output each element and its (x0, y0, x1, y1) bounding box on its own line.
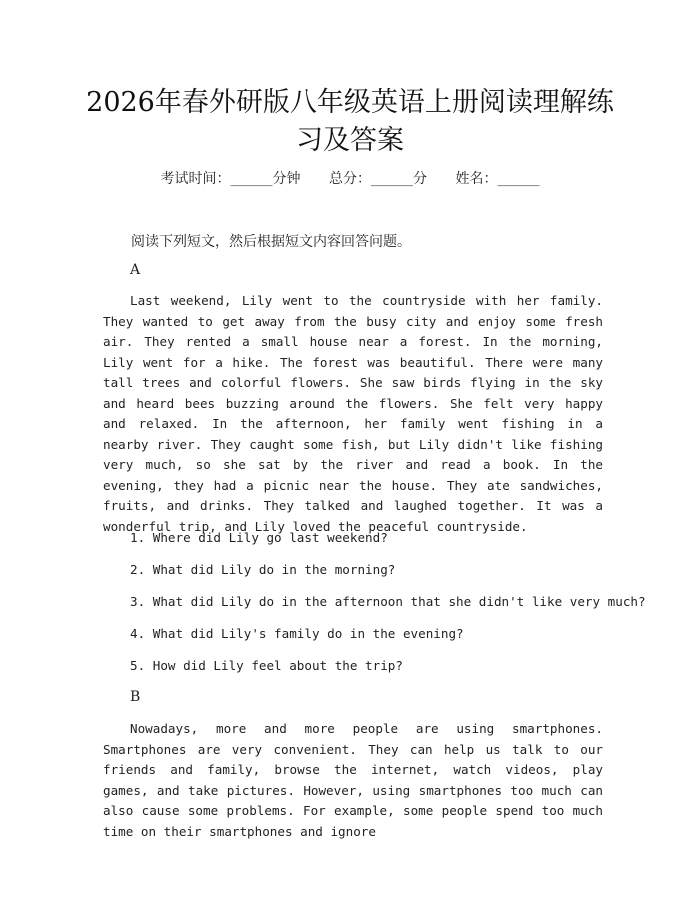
question-item: 1. Where did Lily go last weekend? (130, 530, 388, 545)
passage-a: Last weekend, Lily went to the countryside with her family. They wanted to get away from the busy city and enjoy some fresh air. They rented a small house near a forest. In the morning, Lily went for a hike. The forest was beautiful. There were many tall trees and colorful flowers. She saw birds flying in the sky and heard bees buzzing around the flowers. She felt very happy and relaxed. In the afternoon, her family went fishing in a nearby river. They caught some fish, but Lily didn't like fishing very much, so she sat by the river and read a book. In the evening, they had a picnic near the house. They ate sandwiches, fruits, and drinks. They talked and laughed together. It was a wonderful trip, and Lily loved the peaceful countryside. (103, 293, 603, 534)
question-item: 5. How did Lily feel about the trip? (130, 658, 403, 673)
name-field: 姓名：______ (455, 171, 540, 187)
time-field: 考试时间：______分钟 (160, 171, 301, 187)
question-item: 2. What did Lily do in the morning? (130, 562, 396, 577)
section-a-label: A (130, 262, 141, 278)
score-field: 总分：______分 (329, 171, 427, 187)
passage-b: Nowadays, more and more people are using smartphones. Smartphones are very convenient. They can help us talk to our friends and family, browse the internet, watch videos, play games, and take pictures. However, using smartphones too much can also cause some problems. For example, some people spend too much time on their smartphones and ignore (103, 721, 603, 839)
page-title: 2026年春外研版八年级英语上册阅读理解练习及答案 (86, 87, 614, 156)
question-item: 3. What did Lily do in the afternoon that she didn't like very much? (130, 594, 646, 609)
exam-meta (0, 168, 700, 188)
question-item: 4. What did Lily's family do in the evening? (130, 626, 464, 641)
instruction-text: 阅读下列短文，然后根据短文内容回答问题。 (131, 234, 411, 250)
section-b-label: B (130, 689, 141, 705)
